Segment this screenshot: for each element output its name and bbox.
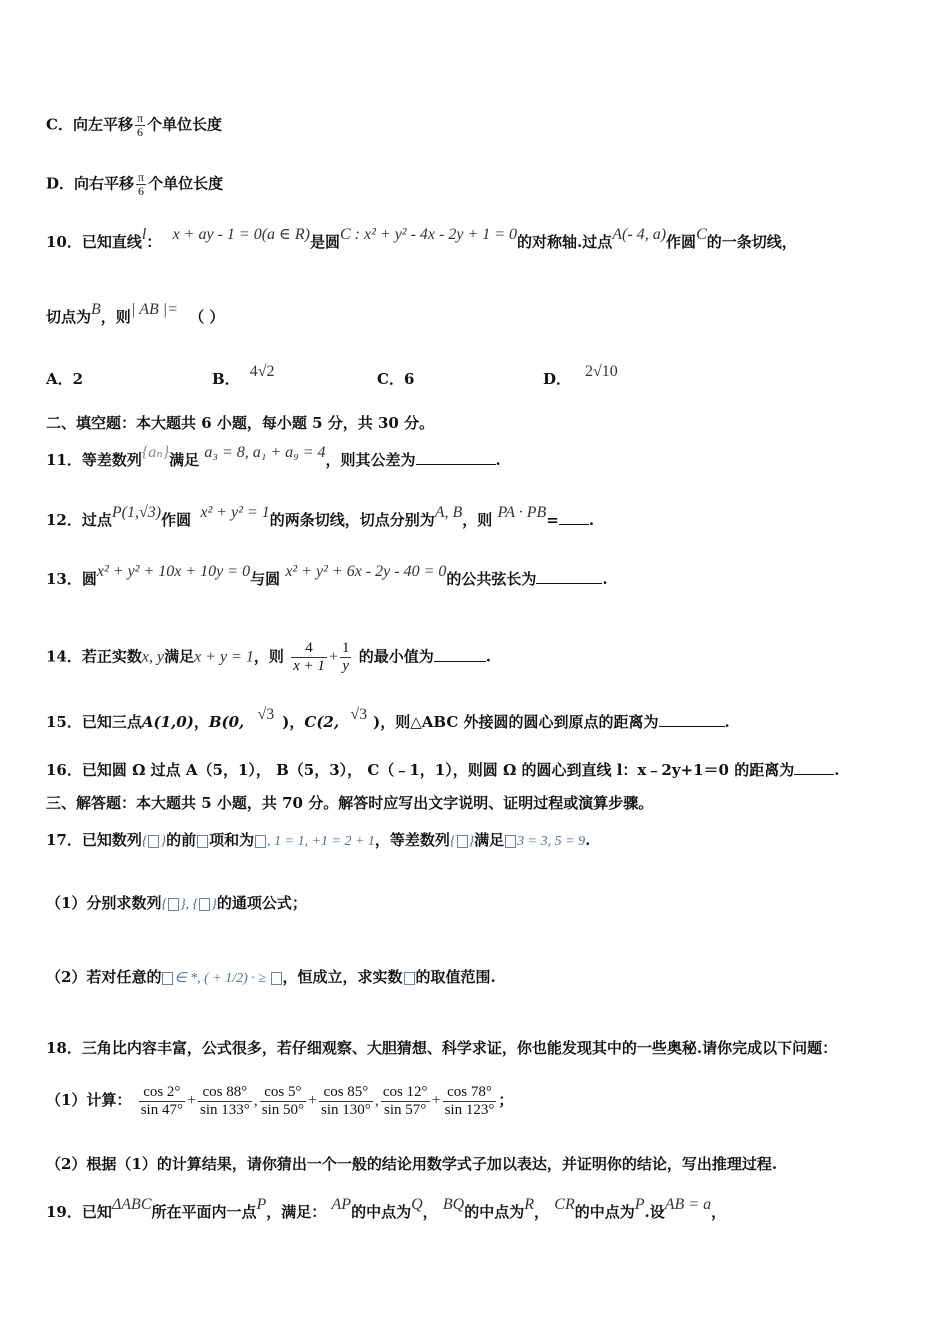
fraction: $\frac{\cos 78^\circ}{\sin 123^\circ}$	[444, 1083, 495, 1118]
q9-option-d: D．向右平移 $\frac{\pi}{6}$ 个单位长度	[46, 170, 224, 198]
q10-line2: 切点为B，则| AB |= （ ）	[46, 301, 225, 326]
q17-part1: （1）分别求数列{ }, { }的通项公式；	[46, 894, 307, 912]
q13: 13．圆x² + y² + 10x + 10y = 0与圆 x² + y² + 6x - 2y - 40 = 0的公共弦长为 .	[46, 563, 608, 588]
q18-part1: （1）计算： $\frac{\cos 2^\circ}{\sin 47^\circ}$ + $\frac{\cos 88^\circ}{\sin 133^\circ}$ , $\frac{\cos 5^\circ}{\sin 50^\circ}$ + $\frac{\cos 85^\circ}{\sin 130^\circ}$ , $\frac{\cos 12^\circ}{\sin 57^\circ}$ + $\frac{\cos 78^\circ}{\sin 123^\circ}$ ；	[46, 1083, 514, 1118]
fraction: $\frac{\cos 5^\circ}{\sin 50^\circ}$	[261, 1083, 305, 1118]
q18-part2: （2）根据（1）的计算结果，请你猜出一个一般的结论用数学式子加以表达，并证明你的结论，写出推理过程.	[46, 1155, 778, 1173]
q10-line1: 10．已知直线l： x + ay - 1 = 0(a ∈ R)是圆C : x² + y² - 4x - 2y + 1 = 0的对称轴.过点A(- 4, a)作圆C的一条切线，	[46, 226, 797, 251]
q10-option-a: A．2	[46, 370, 84, 388]
q14: 14．若正实数x, y满足x + y = 1，则 $\frac{4}{x + 1}$ + $\frac{1}{y}$ 的最小值为 .	[46, 640, 491, 674]
q11: 11．等差数列{aₙ}满足 a₃ = 8, a₁ + a₉ = 4，则其公差为 .	[46, 444, 501, 469]
q15: 15．已知三点A(1,0)，B(0, √3 )，C(2, √3 )，则△ABC 外接圆的圆心到原点的距离为 .	[46, 706, 730, 731]
section-3-heading: 三、解答题：本大题共 5 小题，共 70 分。解答时应写出文字说明、证明过程或演算步骤。	[46, 794, 654, 812]
q18-intro: 18．三角比内容丰富，公式很多，若仔细观察、大胆猜想、科学求证，你也能发现其中的一些奥秘.请你完成以下问题：	[46, 1039, 838, 1057]
fraction: $\frac{\pi}{6}$	[136, 111, 144, 139]
q16: 16．已知圆 Ω 过点 A（5，1）， B（5，3）， C（﹣1，1），则圆 Ω 的圆心到直线 l：x﹣2y+1＝0 的距离为 .	[46, 761, 840, 779]
q10-option-b: B． 4√2	[212, 363, 275, 388]
q17-part2: （2）若对任意的 ∈ *, ( + 1/2) · ≥ ，恒成立，求实数 的取值范围.	[46, 968, 496, 986]
fraction: $\frac{\pi}{6}$	[138, 170, 145, 198]
q19: 19．已知ΔABC所在平面内一点P，满足： AP的中点为Q， BQ的中点为R， CR的中点为P.设AB = a，	[46, 1196, 727, 1221]
q10-option-d: D． 2√10	[543, 363, 618, 388]
fraction: $\frac{\cos 12^\circ}{\sin 57^\circ}$	[382, 1083, 428, 1118]
fraction: $\frac{\cos 2^\circ}{\sin 47^\circ}$	[140, 1083, 183, 1118]
fraction: $\frac{\cos 85^\circ}{\sin 130^\circ}$	[321, 1083, 371, 1118]
fraction: $\frac{1}{y}$	[341, 640, 350, 674]
q10-option-c: C．6	[377, 370, 415, 388]
fraction: $\frac{\cos 88^\circ}{\sin 133^\circ}$	[199, 1083, 250, 1118]
q12: 12．过点P(1,√3)作圆 x² + y² = 1的两条切线，切点分别为A, B，则 PA · PB= .	[46, 504, 595, 529]
fraction: $\frac{4}{x + 1}$	[293, 640, 325, 674]
section-2-heading: 二、填空题：本大题共 6 小题，每小题 5 分，共 30 分。	[46, 414, 435, 432]
q9-option-c: C．向左平移 $\frac{\pi}{6}$ 个单位长度	[46, 111, 223, 139]
q17: 17．已知数列{ }的前 项和为 , 1 = 1, +1 = 2 + 1，等差数列{ }满足 3 = 3, 5 = 9.	[46, 831, 591, 849]
